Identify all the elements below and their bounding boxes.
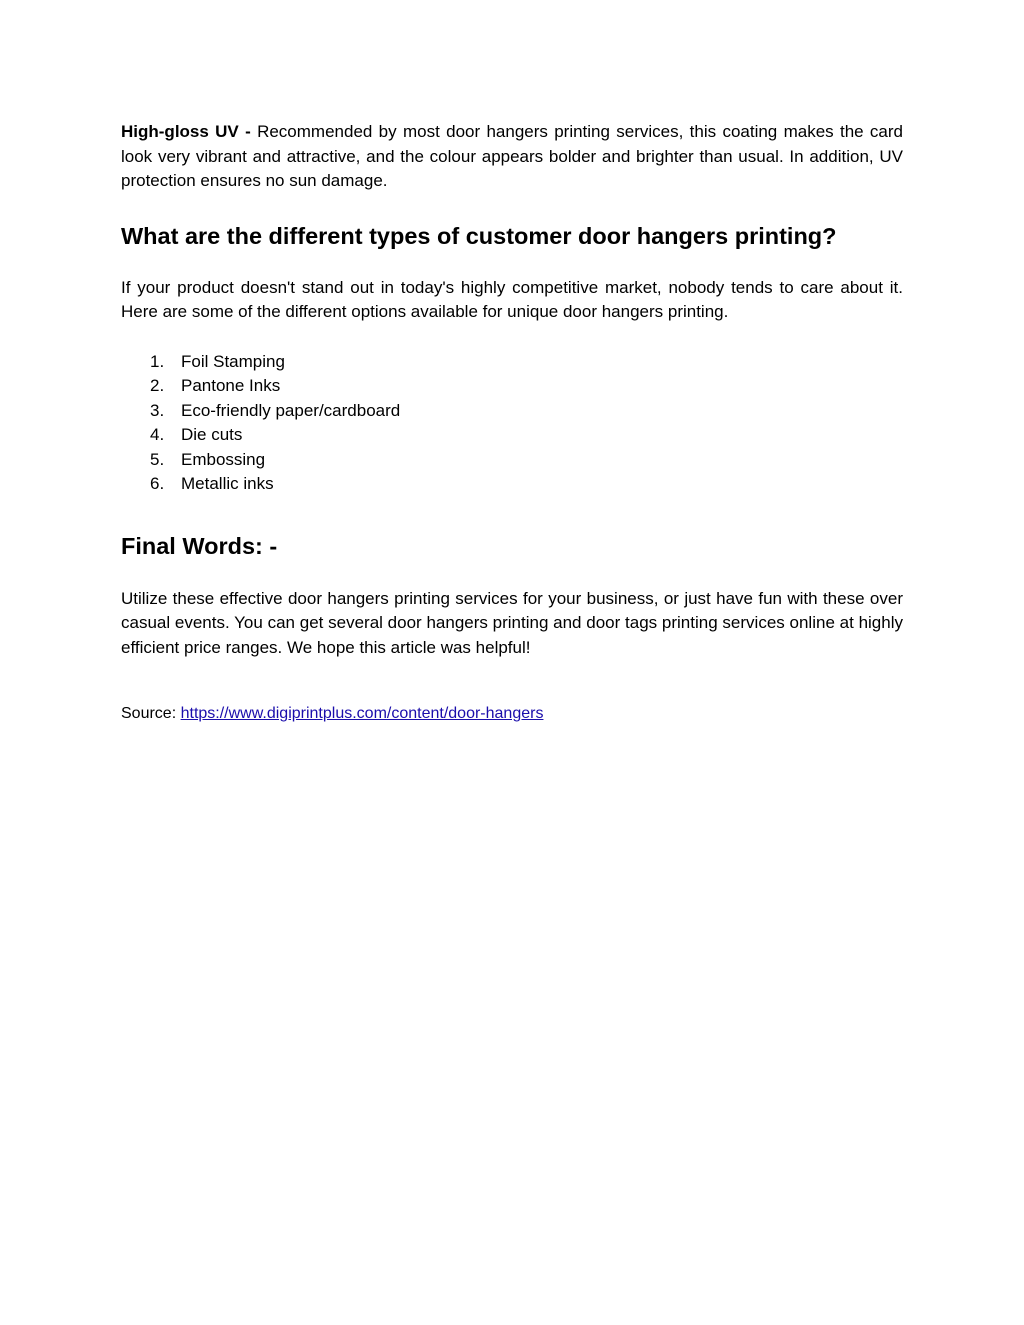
source-label: Source:: [121, 705, 181, 722]
list-item-label: Foil Stamping: [181, 351, 285, 371]
list-item: [121, 472, 903, 497]
list-item-label: Embossing: [181, 449, 266, 469]
list-item: [121, 374, 903, 399]
list-item-number: 5.: [150, 449, 165, 469]
list-item-label: Pantone Inks: [181, 376, 281, 395]
list-item-number: 6.: [150, 474, 165, 493]
list-item: [121, 350, 903, 375]
intro-term: High-gloss UV -: [121, 122, 258, 141]
list-item: [121, 399, 903, 424]
document-page: [121, 120, 903, 725]
list-item-label: Metallic inks: [181, 474, 274, 493]
list-item-label: Eco-friendly paper/cardboard: [181, 400, 401, 420]
section-heading-types: What are the different types of customer door hangers printing?: [121, 222, 837, 249]
list-item-number: 2.: [150, 376, 165, 395]
intro-paragraph: [121, 120, 903, 194]
source-link[interactable]: https://www.digiprintplus.com/content/door-hangers: [180, 705, 544, 722]
list-item-number: 4.: [150, 425, 165, 444]
list-item: [121, 423, 903, 448]
list-item: [121, 448, 903, 473]
source-line: [121, 703, 903, 725]
intro-text: Recommended by most door hangers printing services, this coating makes the card look very vibrant and attractive, and the colour appears bolder and brighter than usual. In addition, UV protection ensures no sun damage.: [121, 122, 903, 190]
final-words-paragraph: Utilize these effective door hangers printing services for your business, or just have fun with these over casual events. You can get several door hangers printing and door tags printing services online at highly efficient price ranges. We hope this article was helpful!: [121, 588, 903, 657]
types-list: [121, 350, 903, 497]
list-item-label: Die cuts: [181, 425, 243, 444]
list-item-number: 1.: [150, 351, 165, 371]
list-item-number: 3.: [150, 400, 165, 420]
section-heading-final-words: Final Words: -: [121, 532, 278, 559]
types-paragraph: If your product doesn't stand out in today's highly competitive market, nobody tends to care about it. Here are some of the different options available for unique door hangers printing.: [121, 277, 903, 321]
